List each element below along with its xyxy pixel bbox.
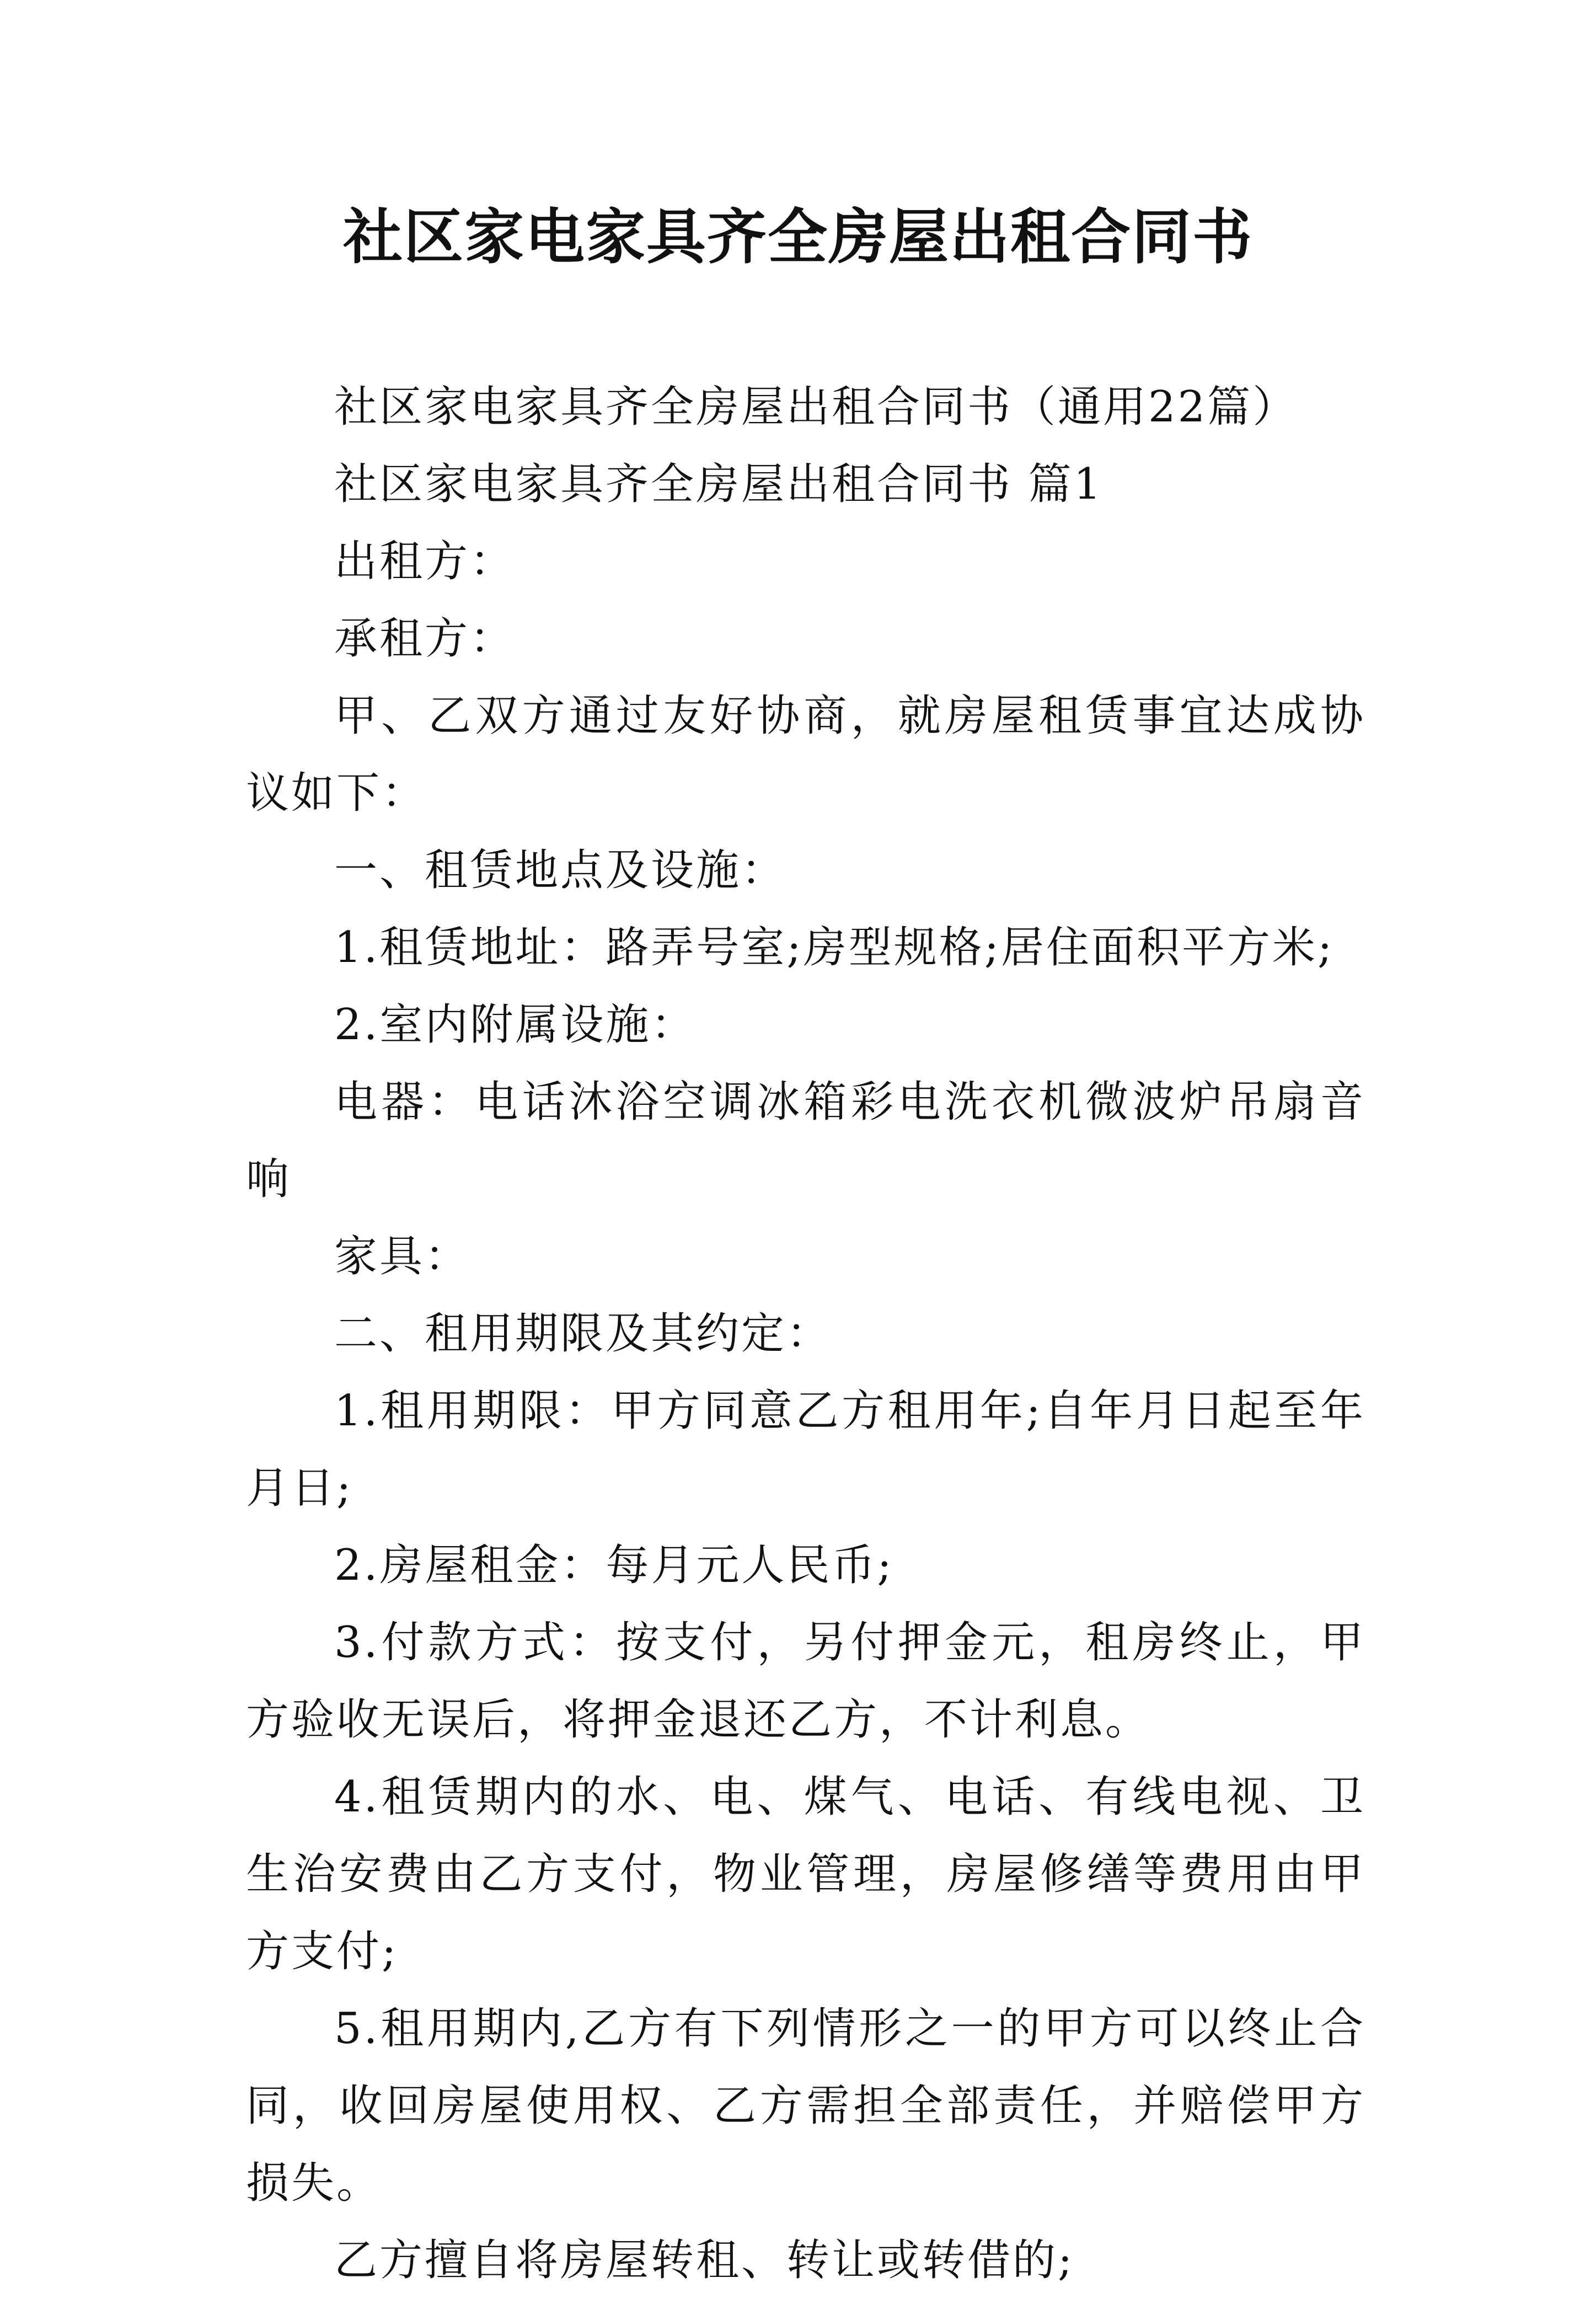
document-title: 社区家电家具齐全房屋出租合同书 — [342, 202, 1253, 272]
paragraph-clause-2-5: 5.租用期内,乙方有下列情形之一的甲方可以终止合同，收回房屋使用权、乙方需担全部责任，并赔偿甲方损失。 — [246, 2004, 1365, 2208]
paragraph-intro: 甲、乙双方通过友好协商，就房屋租赁事宜达成协议如下： — [246, 691, 1365, 818]
paragraph-clause-2-4: 4.租赁期内的水、电、煤气、电话、有线电视、卫生治安费由乙方支付，物业管理，房屋修缮等费用由甲方支付; — [246, 1772, 1365, 1976]
paragraph-clause-2-3: 3.付款方式：按支付，另付押金元，租房终止，甲方验收无误后，将押金退还乙方，不计利息。 — [246, 1618, 1365, 1745]
paragraph-section-heading: 社区家电家具齐全房屋出租合同书 篇1 — [334, 459, 1104, 509]
paragraph-furniture: 家具： — [334, 1232, 470, 1281]
paragraph-lessor: 出租方： — [334, 537, 516, 586]
paragraph-clause-1: 一、租赁地点及设施： — [334, 846, 787, 895]
paragraph-appliances: 电器：电话沐浴空调冰箱彩电洗衣机微波炉吊扇音响 — [246, 1077, 1365, 1204]
paragraph-clause-1-1: 1.租赁地址：路弄号室;房型规格;居住面积平方米; — [334, 923, 1335, 972]
document-body — [246, 368, 1365, 2299]
paragraph-subtitle: 社区家电家具齐全房屋出租合同书（通用22篇） — [334, 382, 1298, 432]
paragraph-clause-2-2: 2.房屋租金：每月元人民币; — [334, 1541, 894, 1590]
paragraph-condition-1: 乙方擅自将房屋转租、转让或转借的; — [334, 2236, 1075, 2285]
paragraph-lessee: 承租方： — [334, 614, 516, 664]
paragraph-clause-2-1: 1.租用期限：甲方同意乙方租用年;自年月日起至年月日; — [246, 1386, 1365, 1513]
paragraph-clause-2: 二、租用期限及其约定： — [334, 1309, 832, 1359]
paragraph-clause-1-2: 2.室内附属设施： — [334, 1000, 697, 1050]
